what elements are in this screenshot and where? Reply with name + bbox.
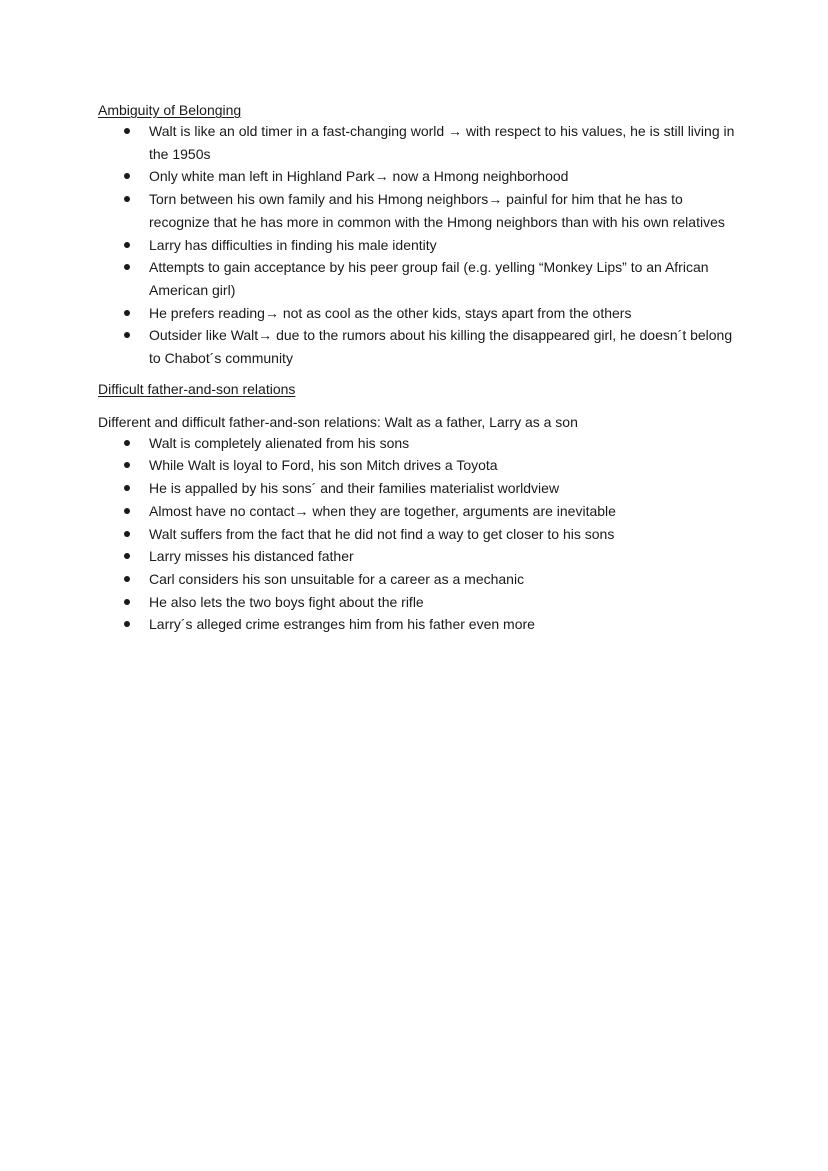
- list-item: [98, 454, 738, 477]
- list-item-text: Walt is completely alienated from his sons: [149, 434, 410, 451]
- list-item-text: Attempts to gain acceptance by his peer group fail (e.g. yelling “Monkey Lips” to an African American girl): [149, 259, 709, 298]
- list-item-text: Larry has difficulties in finding his male identity: [149, 236, 437, 253]
- list-item: [98, 324, 738, 369]
- list-item-text: Larry´s alleged crime estranges him from his father even more: [149, 616, 535, 633]
- bullet-icon: [124, 508, 130, 514]
- list-item-text: Torn between his own family and his Hmong neighbors→ painful for him that he has to recognize that he has more in common with the Hmong neighbors than with his own relatives: [149, 191, 725, 230]
- list-item-text: While Walt is loyal to Ford, his son Mitch drives a Toyota: [149, 457, 498, 474]
- list-item: [98, 256, 738, 301]
- list-item: [98, 545, 738, 568]
- section-heading-father-son-relations: Difficult father-and-son relations: [98, 380, 296, 397]
- list-item: [98, 165, 738, 188]
- bullet-icon: [124, 462, 130, 468]
- section-heading-ambiguity-of-belonging: Ambiguity of Belonging: [98, 102, 242, 118]
- bullet-icon: [124, 440, 130, 446]
- list-item: [98, 500, 738, 523]
- list-item-text: He prefers reading→ not as cool as the other kids, stays apart from the others: [149, 304, 632, 321]
- bullet-icon: [124, 310, 130, 316]
- bullet-icon: [124, 264, 130, 270]
- list-item-text: Walt is like an old timer in a fast-changing world → with respect to his values, he is still living in the 1950s: [149, 123, 735, 162]
- list-item-text: Larry misses his distanced father: [149, 548, 354, 565]
- bullet-icon: [124, 553, 130, 559]
- list-item: [98, 432, 738, 455]
- list-item: [98, 523, 738, 546]
- list-item-text: Carl considers his son unsuitable for a career as a mechanic: [149, 570, 525, 587]
- bullet-icon: [124, 332, 130, 338]
- bullet-icon: [124, 196, 130, 202]
- bullet-icon: [124, 599, 130, 605]
- list-item: [98, 568, 738, 591]
- bullet-list-father-son: [98, 432, 738, 636]
- section-intro-paragraph: Different and difficult father-and-son relations: Walt as a father, Larry as a son: [98, 413, 578, 430]
- document-body: [98, 100, 738, 636]
- list-item: [98, 613, 738, 636]
- list-item-text: He also lets the two boys fight about the rifle: [149, 593, 424, 610]
- list-item: [98, 302, 738, 325]
- list-item: [98, 477, 738, 500]
- bullet-icon: [124, 576, 130, 582]
- bullet-list-belonging: [98, 120, 738, 370]
- list-item-text: Outsider like Walt→ due to the rumors about his killing the disappeared girl, he doesn´t belong to Chabot´s community: [149, 327, 733, 367]
- list-item-text: Only white man left in Highland Park→ now a Hmong neighborhood: [149, 168, 569, 185]
- bullet-icon: [124, 621, 130, 627]
- list-item-text: Almost have no contact→ when they are together, arguments are inevitable: [149, 502, 616, 519]
- list-item-text: Walt suffers from the fact that he did not find a way to get closer to his sons: [149, 525, 615, 542]
- list-item: [98, 120, 738, 165]
- list-item: [98, 188, 738, 233]
- list-item: [98, 591, 738, 614]
- list-item: [98, 234, 738, 257]
- bullet-icon: [124, 128, 130, 134]
- bullet-icon: [124, 242, 130, 248]
- bullet-icon: [124, 531, 130, 537]
- bullet-icon: [124, 173, 130, 179]
- list-item-text: He is appalled by his sons´ and their families materialist worldview: [149, 480, 560, 497]
- bullet-icon: [124, 485, 130, 491]
